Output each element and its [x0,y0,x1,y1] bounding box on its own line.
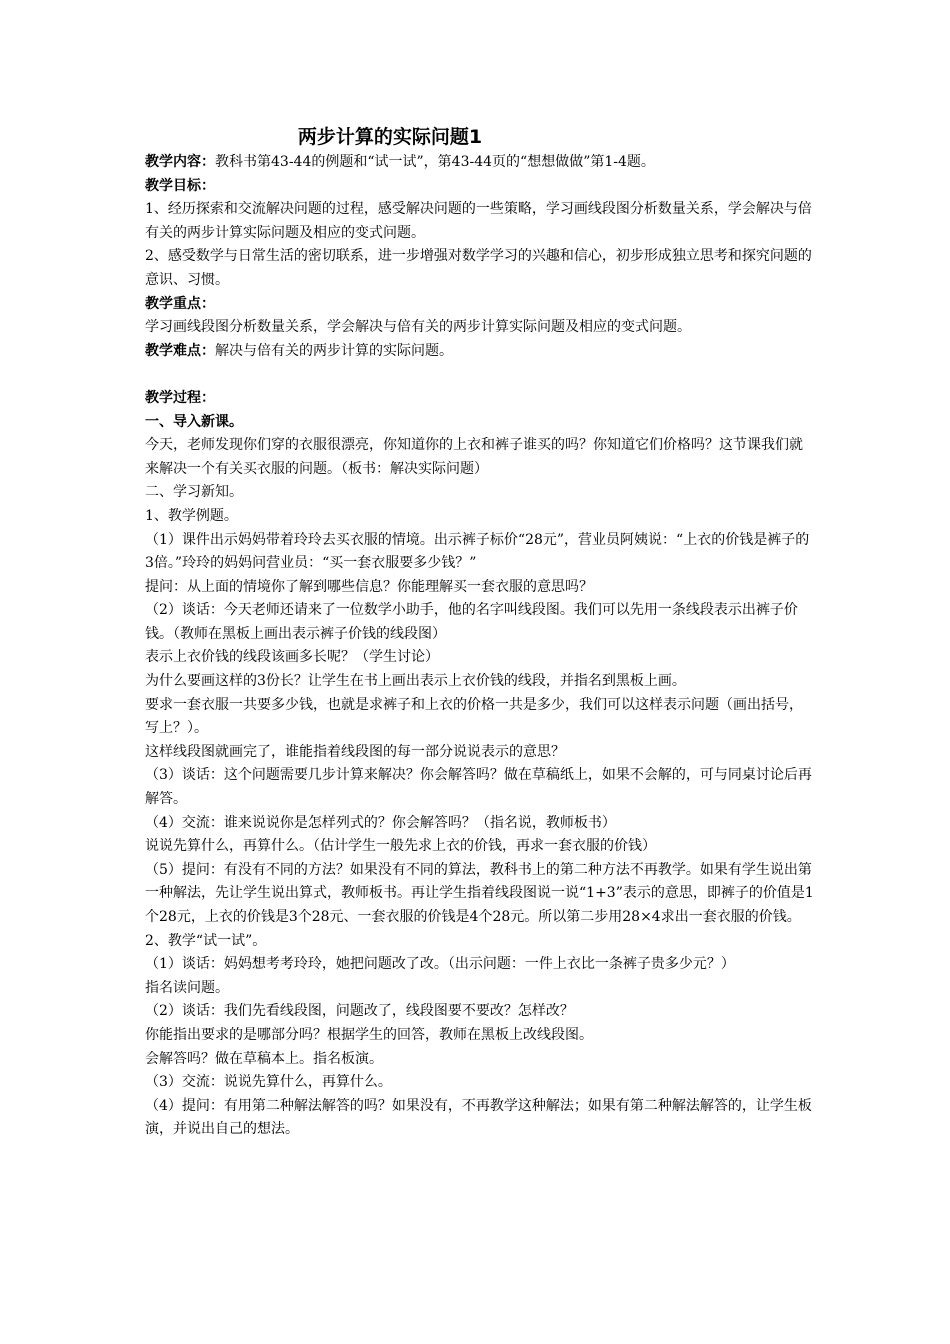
paragraph-p2b: 表示上衣价钱的线段该画多长呢？（学生讨论） [145,649,439,666]
paragraph-q1b: 指名读问题。 [145,979,229,996]
paragraph-p3: （3）谈话：这个问题需要几步计算来解决？你会解答吗？做在草稿纸上，如果不会解的，可与同桌讨论后再解答。 [145,767,812,808]
paragraph-p2c: 为什么要画这样的3份长？让学生在书上画出表示上衣价钱的线段，并指名到黑板上画。 [145,673,686,690]
paragraph-p5: （5）提问：有没有不同的方法？如果没有不同的算法，教科书上的第二种方法不再教学。如果有学生说出第一种解法，先让学生说出算式，教师板书。再让学生指着线段图说一说“1+3”表示的意思，即裤子的价值是1个28元，上衣的价钱是3个28元、一套衣服的价钱是4个28元。所以第二步用28×4求出一套衣服的价钱。 [145,861,814,925]
section-1-heading: 一、导入新课。 [145,413,243,430]
document-body [145,151,815,1142]
process-label: 教学过程： [145,389,215,406]
difficulty-text: 解决与倍有关的两步计算的实际问题。 [215,342,453,359]
paragraph-q2b: 你能指出要求的是哪部分吗？根据学生的回答，教师在黑板上改线段图。 [145,1026,593,1043]
paragraph-p1b: 提问：从上面的情境你了解到哪些信息？你能理解买一套衣服的意思吗？ [145,578,593,595]
teaching-difficulty [145,340,815,364]
document-title: 两步计算的实际问题1 [297,126,483,148]
intro-paragraph: 今天，老师发现你们穿的衣服很漂亮，你知道你的上衣和裤子谁买的吗？你知道它们价格吗？这节课我们就来解决一个有关买衣服的问题。（板书：解决实际问题） [145,437,803,477]
paragraph-q2c: 会解答吗？做在草稿本上。指名板演。 [145,1050,383,1067]
teaching-content [145,151,815,175]
content-label: 教学内容： [145,154,215,170]
section-2-heading: 二、学习新知。 [145,484,243,501]
paragraph-p2: （2）谈话：今天老师还请来了一位数学小助手，他的名字叫线段图。我们可以先用一条线段表示出裤子价钱。（教师在黑板上画出表示裤子价钱的线段图） [145,602,798,642]
paragraph-p4: （4）交流：谁来说说你是怎样列式的？你会解答吗？（指名说，教师板书） [145,814,616,831]
content-text: 教科书第43-44的例题和“试一试”，第43-44页的“想想做做”第1-4题。 [215,154,655,170]
paragraph-q4: （4）提问：有用第二种解法解答的吗？如果没有，不再教学这种解法；如果有第二种解法解答的，让学生板演，并说出自己的想法。 [145,1097,812,1138]
goal-1: 1、经历探索和交流解决问题的过程，感受解决问题的一些策略，学习画线段图分析数量关系，学会解决与倍有关的两步计算实际问题及相应的变式问题。 [145,201,812,241]
paragraph-q1: （1）谈话：妈妈想考考玲玲，她把问题改了改。（出示问题：一件上衣比一条裤子贵多少元？） [145,956,735,973]
paragraph-p2e: 这样线段图就画完了，谁能指着线段图的每一部分说说表示的意思？ [145,743,565,760]
paragraph-q3: （3）交流：说说先算什么，再算什么。 [145,1074,392,1091]
spacer [145,363,815,387]
sub-heading-1: 1、教学例题。 [145,507,238,524]
paragraph-q2: （2）谈话：我们先看线段图，问题改了，线段图要不要改？怎样改？ [145,1003,574,1020]
sub-heading-2: 2、教学“试一试”。 [145,932,267,949]
key-text: 学习画线段图分析数量关系，学会解决与倍有关的两步计算实际问题及相应的变式问题。 [145,319,691,336]
goals-label: 教学目标： [145,177,215,194]
goal-2: 2、感受数学与日常生活的密切联系，进一步增强对数学学习的兴趣和信心，初步形成独立思考和探究问题的意识、习惯。 [145,248,812,288]
key-label: 教学重点： [145,295,215,312]
paragraph-p4b: 说说先算什么，再算什么。（估计学生一般先求上衣的价钱，再求一套衣服的价钱） [145,838,656,855]
paragraph-p1: （1）课件出示妈妈带着玲玲去买衣服的情境。出示裤子标价“28元”，营业员阿姨说：“上衣的价钱是裤子的3倍。”玲玲的妈妈问营业员：“买一套衣服要多少钱？” [145,531,810,572]
paragraph-p2d: 要求一套衣服一共要多少钱，也就是求裤子和上衣的价格一共是多少，我们可以这样表示问题（画出括号，写上？）。 [145,696,803,737]
difficulty-label: 教学难点： [145,342,215,359]
